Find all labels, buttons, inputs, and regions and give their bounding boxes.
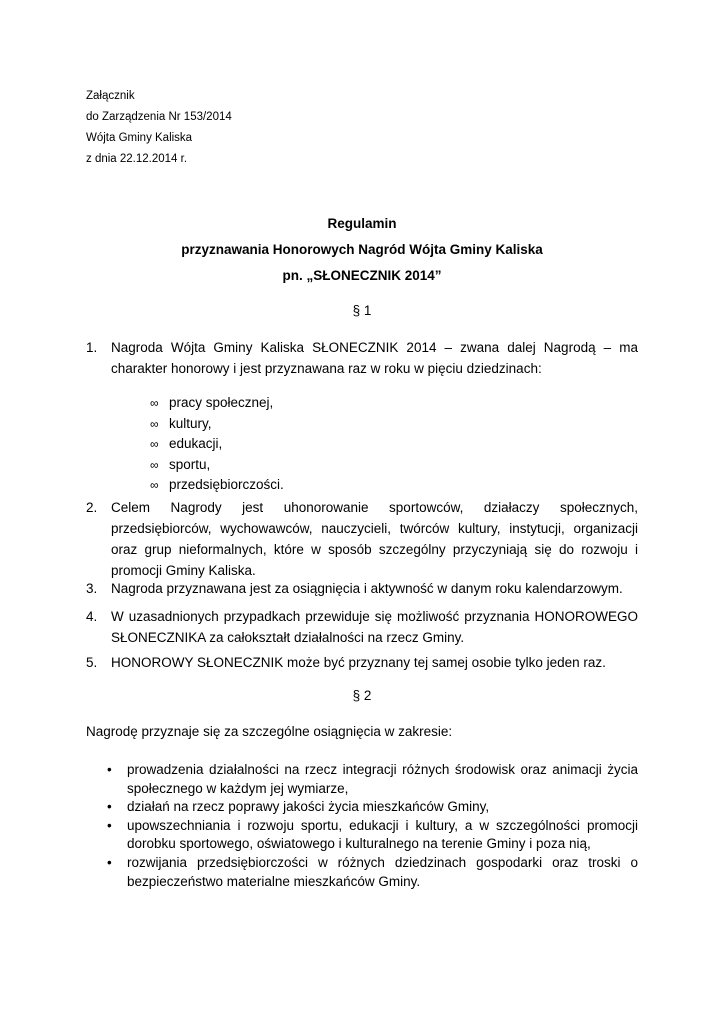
numbered-point [86,606,638,648]
title-line: przyznawania Honorowych Nagród Wójta Gminy Kaliska [181,242,543,257]
list-item [107,817,638,854]
infinity-bullet-icon: ∞ [150,437,159,452]
numbered-point [86,578,638,599]
point-text: Nagroda przyznawana jest za osiągnięcia i aktywność w danym roku kalendarzowym. [111,581,623,596]
point-number: 4. [86,609,98,624]
list-item-text: przedsiębiorczości. [169,477,284,493]
list-item [107,761,638,798]
list-item [150,434,284,455]
list-item [107,798,638,817]
point-text: W uzasadnionych przypadkach przewiduje się możliwość przyznania HONOROWEGO SŁONECZNIKA za całokształt działalności na rzecz Gminy. [111,609,638,645]
section-2-mark: § 2 [352,688,372,703]
fields-list [150,393,284,496]
numbered-point [86,337,638,379]
infinity-bullet-icon: ∞ [150,416,159,431]
list-item-text: działań na rzecz poprawy jakości życia mieszkańców Gminy, [127,799,490,815]
bullet-icon: • [107,817,112,833]
point-number: 3. [86,581,98,596]
bullet-icon: • [107,854,112,870]
document-title [0,211,724,289]
infinity-bullet-icon: ∞ [150,457,159,472]
point-text: HONOROWY SŁONECZNIK może być przyznany tej samej osobie tylko jeden raz. [111,655,606,670]
list-item-text: sportu, [169,456,211,472]
attachment-line: z dnia 22.12.2014 r. [86,153,188,165]
attachment-header [86,86,232,170]
list-item-text: upowszechniania i rozwoju sportu, edukacji i kultury, a w szczególności promocji dorobku sportowego, oświatowego i kulturalnego na terenie Gminy i poza nią, [127,817,638,852]
point-number: 1. [86,340,98,355]
bullet-icon: • [107,799,112,815]
point-text: Celem Nagrody jest uhonorowanie sportowców, działaczy społecznych, przedsiębiorców, wychowawców, nauczycieli, twórców kultury, instytucji, organizacji oraz grup nieformalnych, które w sposób szczególny przyczyniają się do rozwoju i promocji Gminy Kaliska. [111,500,638,578]
list-item [150,455,284,476]
list-item-text: edukacji, [169,436,223,452]
attachment-line: Załącznik [86,90,135,102]
infinity-bullet-icon: ∞ [150,478,159,493]
list-item [107,854,638,891]
infinity-bullet-icon: ∞ [150,396,159,410]
point-number: 2. [86,500,98,515]
point-number: 5. [86,655,98,670]
numbered-point [86,497,638,581]
section-2-intro: Nagrodę przyznaje się za szczególne osiągnięcia w zakresie: [86,724,453,739]
list-item-text: pracy społecznej, [169,395,274,410]
list-item [150,393,284,414]
list-item [150,414,284,435]
point-text: Nagroda Wójta Gminy Kaliska SŁONECZNIK 2014 – zwana dalej Nagrodą – ma charakter honorowy i jest przyznawana raz w roku w pięciu dziedzinach: [111,340,638,376]
numbered-point [86,652,638,673]
list-item-text: rozwijania przedsiębiorczości w różnych dziedzinach gospodarki oraz troski o bezpieczeństwo materialne mieszkańców Gminy. [127,854,638,889]
title-line: pn. „SŁONECZNIK 2014” [282,268,442,283]
bullet-icon: • [107,762,112,777]
achievements-list [107,761,638,891]
list-item-text: prowadzenia działalności na rzecz integracji różnych środowisk oraz animacji życia społecznego w każdym jej wymiarze, [127,762,638,796]
attachment-line: Wójta Gminy Kaliska [86,132,193,144]
list-item-text: kultury, [169,415,212,431]
attachment-line: do Zarządzenia Nr 153/2014 [86,111,232,123]
title-line: Regulamin [327,216,397,231]
list-item [150,475,284,496]
section-1-mark: § 1 [352,303,372,318]
